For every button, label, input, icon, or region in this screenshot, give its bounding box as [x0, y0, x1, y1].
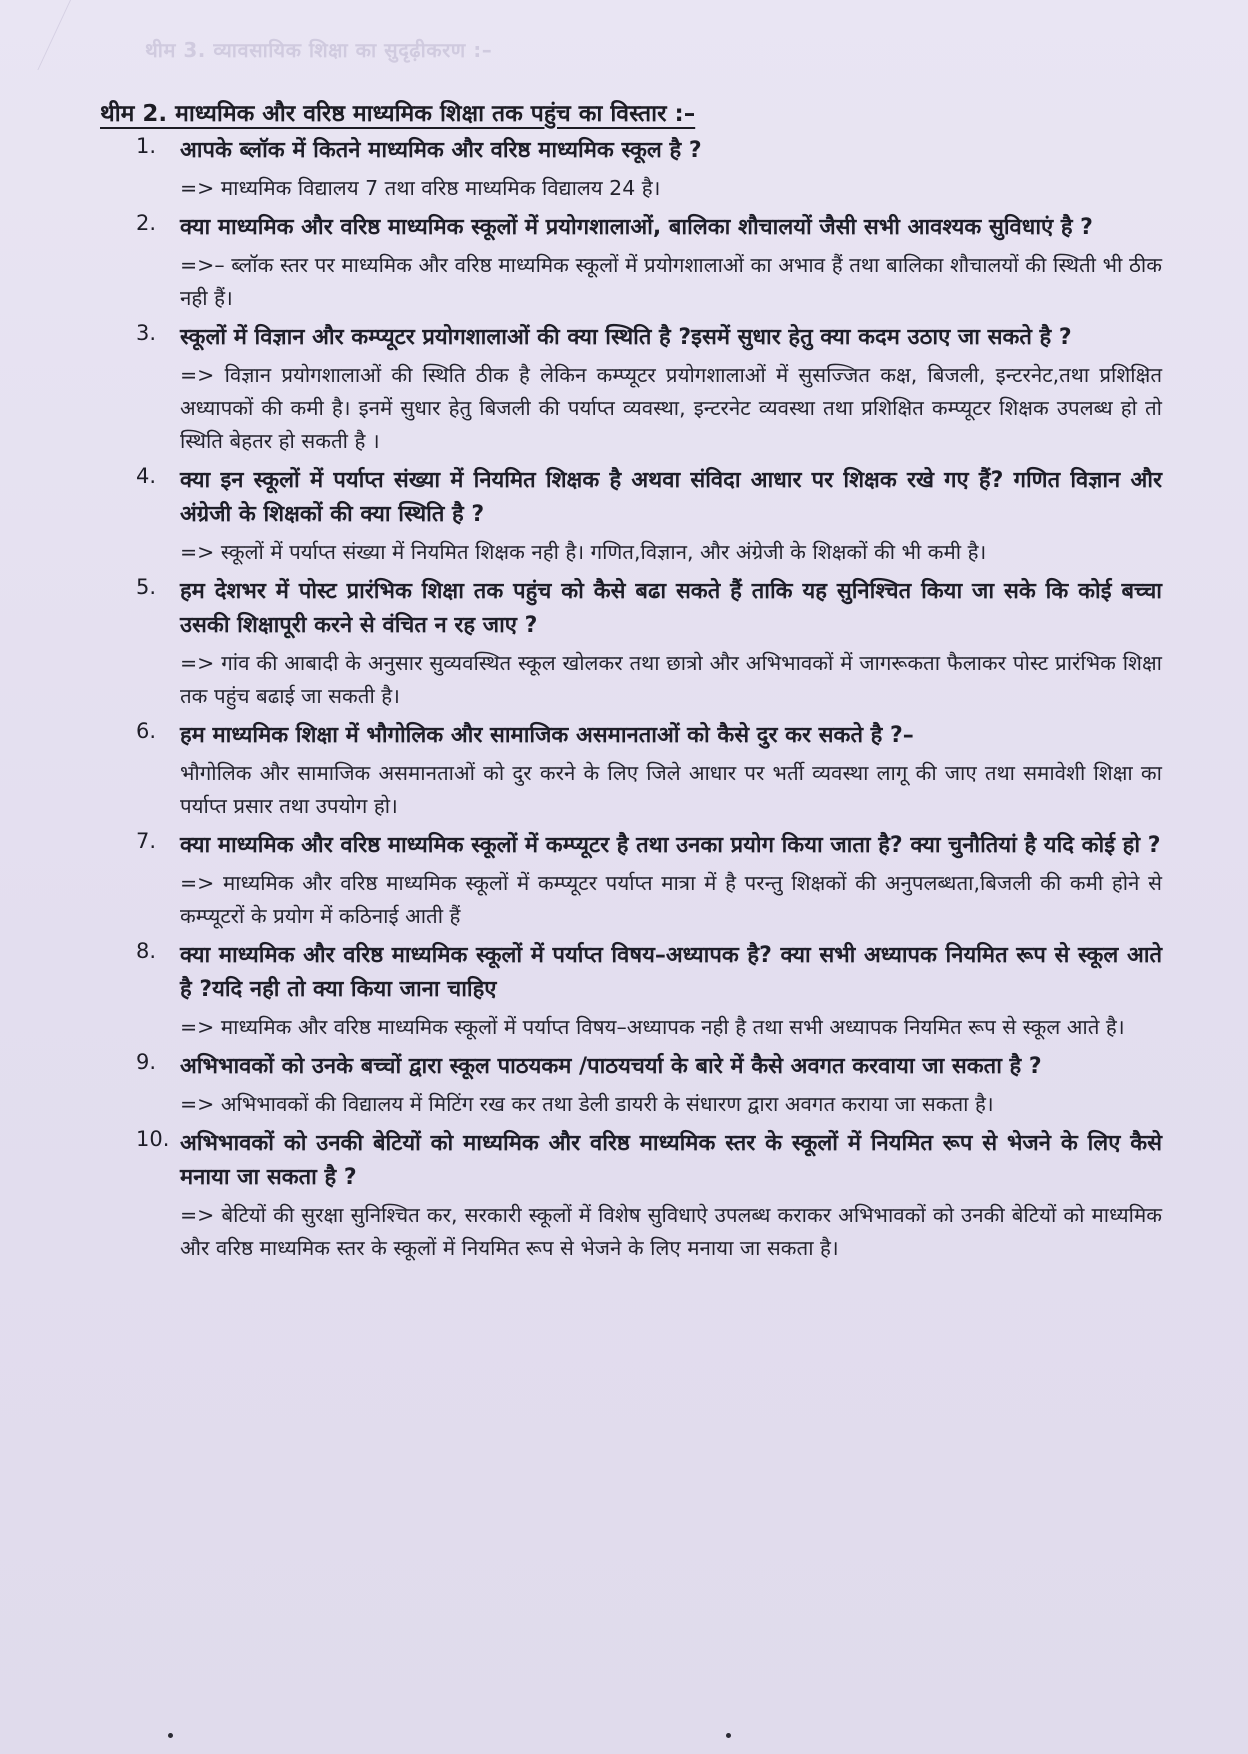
qa-item-8: [138, 939, 1162, 1044]
scan-speck: [726, 1733, 731, 1738]
answer-text: => गांव की आबादी के अनुसार सुव्यवस्थित स्कूल खोलकर तथा छात्रो और अभिभावकों में जागरूकता फैलाकर पोस्ट प्रारंभिक शिक्षा तक पहुंच बढाई जा सकती है।: [180, 651, 1162, 708]
bleed-through-text: थीम 3. व्यावसायिक शिक्षा का सुदृढ़ीकरण :–: [145, 38, 493, 62]
question-text: क्या माध्यमिक और वरिष्ठ माध्यमिक स्कूलों में कम्प्यूटर है तथा उनका प्रयोग किया जाता है? क्या चुनौतियां है यदि कोई हो ?: [180, 833, 1161, 858]
question-answer-list: [138, 134, 1162, 1271]
item-number: 10.: [136, 1127, 170, 1151]
answer-text: भौगोलिक और सामाजिक असमानताओं को दुर करने के लिए जिले आधार पर भर्ती व्यवस्था लागू की जाए तथा समावेशी शिक्षा का पर्याप्त प्रसार तथा उपयोग हो।: [180, 761, 1162, 818]
item-number: 1.: [136, 134, 157, 158]
qa-item-4: [138, 464, 1162, 569]
question-text: अभिभावकों को उनके बच्चों द्वारा स्कूल पाठयकम /पाठयचर्या के बारे में कैसे अवगत करवाया जा सकता है ?: [180, 1054, 1042, 1079]
item-number: 5.: [136, 575, 157, 599]
answer-text: => विज्ञान प्रयोगशालाओं की स्थिति ठीक है लेकिन कम्प्यूटर प्रयोगशालाओं में सुसज्जित कक्ष, बिजली, इन्टरनेट,तथा प्रशिक्षित अध्यापकों की कमी है। इनमें सुधार हेतु बिजली की पर्याप्त व्यवस्था, इन्टरनेट व्यवस्था तथा प्रशिक्षित कम्प्यूटर शिक्षक उपलब्ध हो तो स्थिति बेहतर हो सकती है ।: [180, 363, 1162, 453]
page-fold-mark: [0, 0, 71, 70]
question-text: आपके ब्लॉक में कितने माध्यमिक और वरिष्ठ माध्यमिक स्कूल है ?: [180, 138, 702, 163]
answer-text: => स्कूलों में पर्याप्त संख्या में नियमित शिक्षक नही है। गणित,विज्ञान, और अंग्रेजी के शिक्षकों की भी कमी है।: [180, 540, 987, 564]
answer-text: => अभिभावकों की विद्यालय में मिटिंग रख कर तथा डेली डायरी के संधारण द्वारा अवगत कराया जा सकता है।: [180, 1092, 994, 1116]
question-text: अभिभावकों को उनकी बेटियों को माध्यमिक और वरिष्ठ माध्यमिक स्तर के स्कूलों में नियमित रूप से भेजने के लिए कैसे मनाया जा सकता है ?: [180, 1131, 1162, 1190]
qa-item-2: [138, 211, 1162, 315]
answer-text: => बेटियों की सुरक्षा सुनिश्चित कर, सरकारी स्कूलों में विशेष सुविधाऐ उपलब्ध कराकर अभिभावकों को उनकी बेटियों को माध्यमिक और वरिष्ठ माध्यमिक स्तर के स्कूलों में नियमित रूप से भेजने के लिए मनाया जा सकता है।: [180, 1203, 1162, 1260]
question-text: हम माध्यमिक शिक्षा में भौगोलिक और सामाजिक असमानताओं को कैसे दुर कर सकते है ?–: [180, 723, 914, 748]
qa-item-9: [138, 1050, 1162, 1121]
qa-item-3: [138, 321, 1162, 458]
question-text: क्या माध्यमिक और वरिष्ठ माध्यमिक स्कूलों में प्रयोगशालाओं, बालिका शौचालयों जैसी सभी आवश्यक सुविधाएं है ?: [180, 215, 1093, 240]
answer-text: =>– ब्लॉक स्तर पर माध्यमिक और वरिष्ठ माध्यमिक स्कूलों में प्रयोगशालाओं का अभाव हैं तथा बालिका शौचालयों की स्थिती भी ठीक नही हैं।: [180, 253, 1162, 310]
answer-text: => माध्यमिक और वरिष्ठ माध्यमिक स्कूलों में पर्याप्त विषय–अध्यापक नही है तथा सभी अध्यापक नियमित रूप से स्कूल आते है।: [180, 1015, 1125, 1039]
question-text: हम देशभर में पोस्ट प्रारंभिक शिक्षा तक पहुंच को कैसे बढा सकते हैं ताकि यह सुनिश्चित किया जा सके कि कोई बच्चा उसकी शिक्षापूरी करने से वंचित न रह जाए ?: [180, 579, 1162, 638]
theme-heading: थीम 2. माध्यमिक और वरिष्ठ माध्यमिक शिक्षा तक पहुंच का विस्तार :–: [100, 101, 696, 127]
qa-item-6: [138, 719, 1162, 823]
item-number: 6.: [136, 719, 157, 743]
question-text: क्या माध्यमिक और वरिष्ठ माध्यमिक स्कूलों में पर्याप्त विषय–अध्यापक है? क्या सभी अध्यापक नियमित रूप से स्कूल आते है ?यदि नही तो क्या किया जाना चाहिए: [180, 943, 1163, 1002]
question-text: स्कूलों में विज्ञान और कम्प्यूटर प्रयोगशालाओं की क्या स्थिति है ?इसमें सुधार हेतु क्या कदम उठाए जा सकते है ?: [180, 325, 1072, 350]
item-number: 8.: [136, 939, 157, 963]
scan-speck: [168, 1733, 173, 1738]
qa-item-5: [138, 575, 1162, 713]
question-text: क्या इन स्कूलों में पर्याप्त संख्या में नियमित शिक्षक है अथवा संविदा आधार पर शिक्षक रखे गए हैं? गणित विज्ञान और अंग्रेजी के शिक्षकों की क्या स्थिति है ?: [180, 468, 1162, 527]
answer-text: => माध्यमिक और वरिष्ठ माध्यमिक स्कूलों में कम्प्यूटर पर्याप्त मात्रा में है परन्तु शिक्षकों की अनुपलब्धता,बिजली की कमी होने से कम्प्यूटरों के प्रयोग में कठिनाई आती हैं: [180, 871, 1162, 928]
qa-item-7: [138, 829, 1162, 933]
item-number: 2.: [136, 211, 157, 235]
item-number: 4.: [136, 464, 157, 488]
qa-item-10: [138, 1127, 1162, 1265]
item-number: 7.: [136, 829, 157, 853]
answer-text: => माध्यमिक विद्यालय 7 तथा वरिष्ठ माध्यमिक विद्यालय 24 है।: [180, 176, 661, 200]
item-number: 9.: [136, 1050, 157, 1074]
qa-item-1: [138, 134, 1162, 205]
item-number: 3.: [136, 321, 157, 345]
